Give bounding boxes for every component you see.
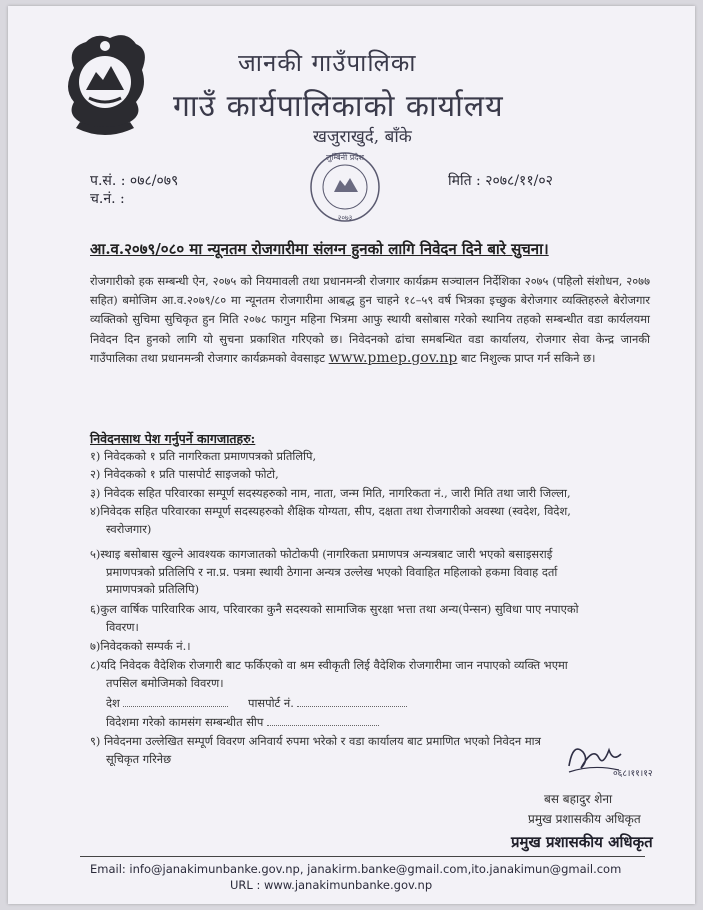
footer-url: URL : www.janakimunbanke.gov.np bbox=[230, 878, 433, 892]
pmep-website-link[interactable]: www.pmep.gov.np bbox=[328, 349, 458, 366]
passport-field bbox=[248, 695, 407, 711]
office-seal-stamp bbox=[306, 146, 384, 228]
skill-label: विदेशमा गरेको कामसंग सम्बन्धीत सीप bbox=[106, 715, 264, 729]
designation-stamp: प्रमुख प्रशासकीय अधिकृत bbox=[511, 833, 653, 851]
municipality-name: जानकी गाउँपालिका bbox=[238, 49, 417, 77]
signatory-title: प्रमुख प्रशासकीय अधिकृत bbox=[528, 812, 641, 826]
reference-number: प.सं. : ०७८/०७९ bbox=[90, 173, 179, 189]
country-blank bbox=[123, 695, 228, 707]
document-item-6: ६)कुल वार्षिक पारिवारिक आय, परिवारका कुनै सदस्यको सामाजिक सुरक्षा भत्ता तथा अन्य(पेन्सन) सुविधा पाए नपाएको विवरण। bbox=[90, 602, 579, 634]
skill-field bbox=[106, 714, 379, 730]
signature-date-mark: ०६८।११।१२ bbox=[613, 769, 653, 779]
passport-label: पासपोर्ट नं. bbox=[248, 696, 294, 710]
nepal-emblem-logo bbox=[56, 28, 154, 140]
skill-blank bbox=[267, 714, 379, 726]
footer-divider bbox=[80, 856, 645, 857]
dispatch-number: च.नं. : bbox=[90, 191, 125, 207]
body-tail: बाट निशुल्क प्राप्त गर्न सकिने छ। bbox=[461, 350, 596, 365]
document-item-9: ९) निवेदनमा उल्लेखित सम्पूर्ण विवरण अनिवार्य रुपमा भरेको र वडा कार्यालय बाट प्रमाणित भएको निवेदन मात्र सूचिकृत गरिनेछ bbox=[90, 734, 541, 766]
notice-sheet bbox=[8, 6, 695, 904]
country-label: देश bbox=[106, 696, 120, 710]
office-address: खजुराखुर्द, बाँके bbox=[313, 127, 412, 147]
svg-text:२०७३: २०७३ bbox=[337, 214, 353, 222]
document-item-1: १) निवेदकको १ प्रति नागरिकता प्रमाणपत्रको प्रतिलिपि, bbox=[90, 449, 317, 463]
signatory-name: बस बहादुर शेना bbox=[544, 792, 613, 806]
svg-text:लुम्बिनी प्रदेश: लुम्बिनी प्रदेश bbox=[326, 153, 364, 162]
handwritten-signature bbox=[563, 736, 653, 782]
document-item-8: ८)यदि निवेदक वैदेशिक रोजगारी बाट फर्किएको वा श्रम स्वीकृती लिई वैदेशिक रोजगारीमा जान नपाएको व्यक्ति भएमा तपसिल बमोजिमको विवरण। bbox=[90, 658, 568, 690]
documents-heading: निवेदनसाथ पेश गर्नुपर्ने कागजातहरु: bbox=[90, 431, 256, 446]
document-item-2: २) निवेदकको १ प्रति पासपोर्ट साइजको फोटो, bbox=[90, 467, 279, 481]
document-item-7: ७)निवेदकको सम्पर्क नं.। bbox=[90, 639, 191, 653]
document-item-3: ३) निवेदक सहित परिवारका सम्पूर्ण सदस्यहरुको नाम, नाता, जन्म मिति, नागरिकता नं., जारी मिति तथा जारी जिल्ला, bbox=[90, 486, 571, 500]
office-name: गाउँ कार्यपालिकाको कार्यालय bbox=[173, 89, 504, 124]
notice-body bbox=[90, 272, 650, 368]
notice-subject: आ.व.२०७९/०८० मा न्यूनतम रोजगारीमा संलग्न हुनको लागि निवेदन दिने बारे सुचना। bbox=[90, 240, 549, 258]
country-field bbox=[106, 695, 228, 711]
document-item-4: ४)निवेदक सहित परिवारका सम्पूर्ण सदस्यहरुको शैक्षिक योग्यता, सीप, दक्षता तथा रोजगारीको अवस्था (स्वदेश, विदेश, स्वरोजगार) bbox=[90, 504, 571, 536]
footer-email: Email: info@janakimunbanke.gov.np, janakirm.banke@gmail.com,ito.janakimun@gmail.com bbox=[90, 862, 622, 876]
passport-blank bbox=[297, 695, 407, 707]
document-item-5: ५)स्थाइ बसोबास खुल्ने आवश्यक कागजातको फोटोकपी (नागरिकता प्रमाणपत्र अन्यत्रबाट जारी भएको बसाइसराई प्रमाणपत्रको प्रतिलिपि र ना.प्र. पत्रमा स्थायी ठेगाना अन्यत्र उल्लेख भएको विवाहित महिलाको हकमा विवाह दर्ता प्रमाणपत्रको प्रतिलिपि) bbox=[90, 547, 558, 596]
letter-date: मिति : २०७८/११/०२ bbox=[448, 173, 553, 189]
body-text: रोजगारीको हक सम्बन्धी ऐन, २०७५ को नियमावली तथा प्रधानमन्त्री रोजगार कार्यक्रम सञ्चालन निर्देशिका २०७५ (पहिलो संशोधन, २०७७ सहित) बमोजिम आ.व.२०७९/८० मा न्यूनतम रोजगारीमा आबद्ध हुन चाहने १८–५९ वर्ष भित्रका इच्छुक बेरोजगार व्यक्तिहरुले बेरोजगार व्यक्तिको सुचिमा सुचिकृत हुन मिति २०७८ फागुन महिना भित्रमा आफु स्थायी बसोबास गरेको स्थानिय तहको सम्बन्धीत वडा कार्यलयमा निवेदन दिन हुनको लागि यो सुचना प्रकाशित गरिएको छ। निवेदनको ढांचा समबन्धित वडा कार्यालय, रोजगार सेवा केन्द्र जानकी गाउँपालिका तथा प्रधानमन्त्री रोजगार कार्यक्रमको वेवसाइट bbox=[90, 274, 650, 365]
